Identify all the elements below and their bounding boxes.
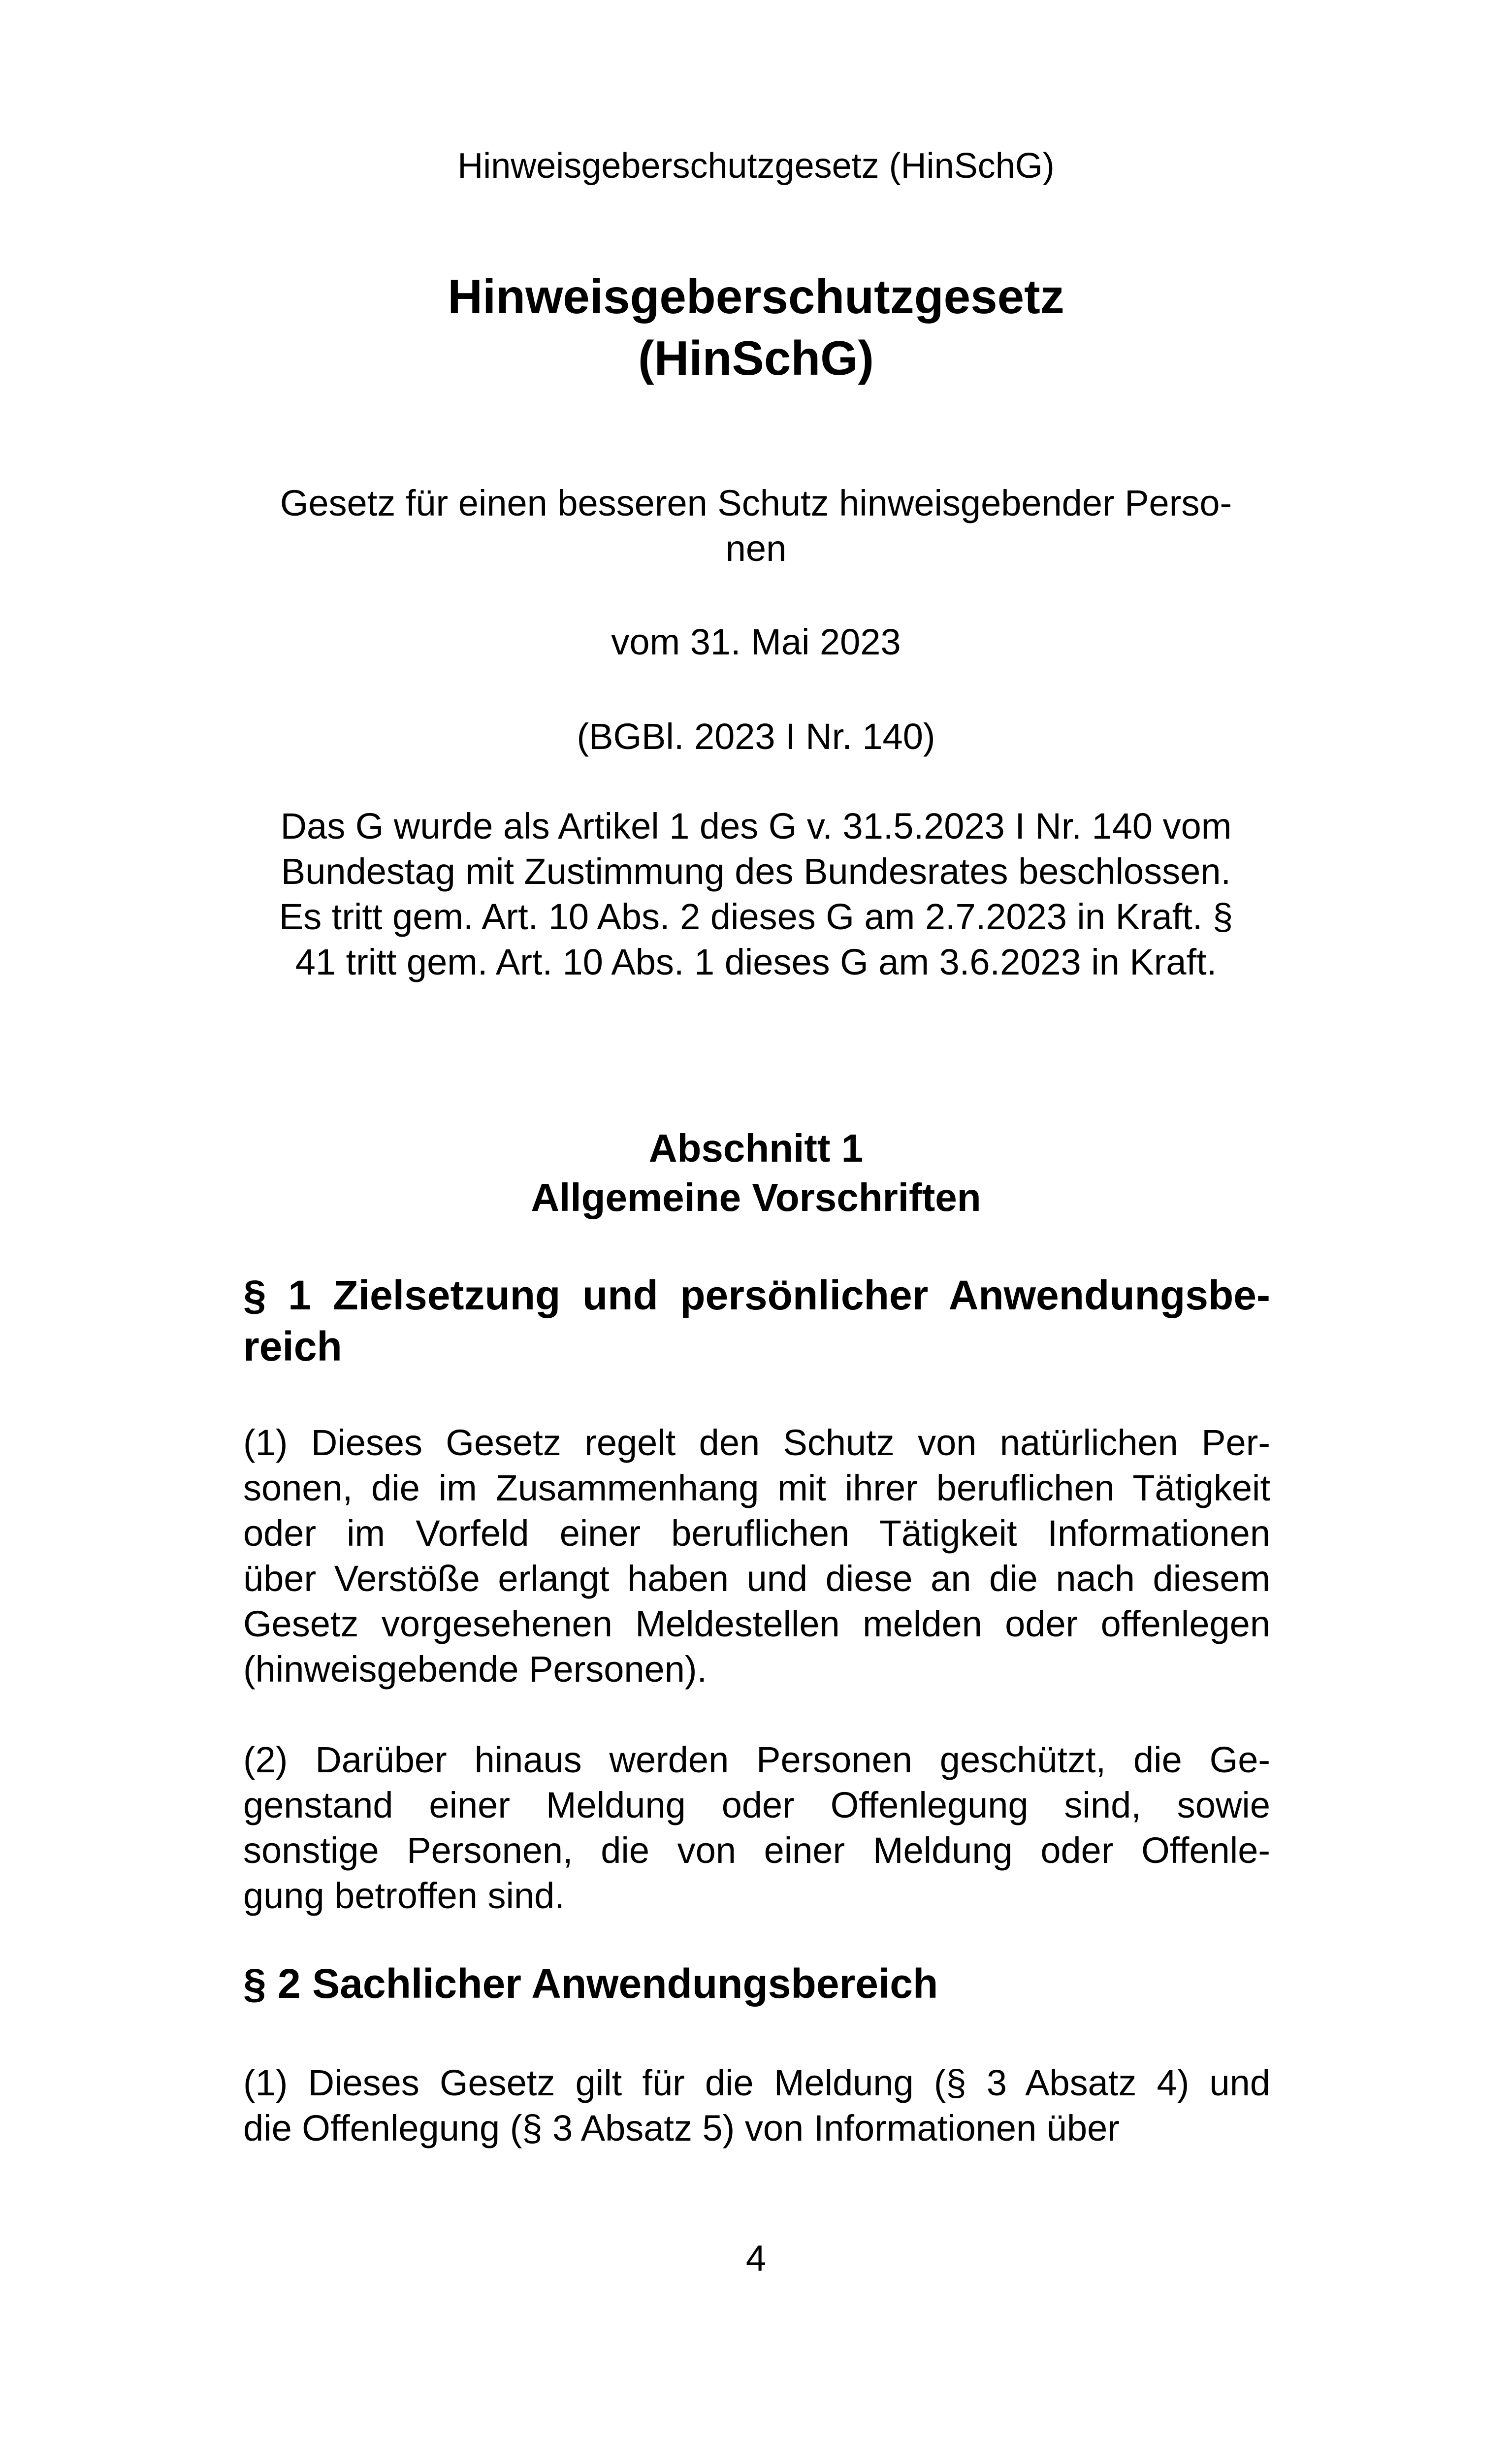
paragraph-heading-line: reich [243, 1323, 342, 1369]
enactment-note-line: Bundestag mit Zustimmung des Bundesrates beschlossen. [281, 851, 1231, 892]
law-long-title [246, 481, 1266, 571]
text-line: oder im Vorfeld einer beruflichen Tätigkeit Informationen [243, 1513, 1270, 1554]
paragraph-1-heading [243, 1270, 1270, 1372]
paragraph-1-absatz-1 [243, 1420, 1270, 1692]
section-number: Abschnitt 1 [648, 1126, 864, 1170]
law-long-title-line: Gesetz für einen besseren Schutz hinweisgebender Perso- [280, 483, 1232, 523]
text-line: (hinweisgebende Personen). [243, 1649, 708, 1690]
enactment-note-line: 41 tritt gem. Art. 10 Abs. 1 dieses G am 3.6.2023 in Kraft. [295, 942, 1217, 982]
text-line: sonstige Personen, die von einer Meldung oder Offenle- [243, 1830, 1270, 1871]
enactment-note-line: Das G wurde als Artikel 1 des G v. 31.5.2023 I Nr. 140 vom [280, 806, 1232, 847]
document-title-line: (HinSchG) [638, 331, 874, 385]
paragraph-2-absatz-1 [243, 2060, 1270, 2151]
law-long-title-line: nen [725, 528, 787, 569]
enactment-note-line: Es tritt gem. Art. 10 Abs. 2 dieses G am 2.7.2023 in Kraft. § [279, 896, 1233, 937]
text-line: Gesetz vorgesehenen Meldestellen melden oder offenlegen [243, 1603, 1270, 1644]
paragraph-heading-line: § 2 Sachlicher Anwendungsbereich [243, 1960, 938, 2007]
document-title-line: Hinweisgeberschutzgesetz [448, 269, 1064, 324]
paragraph-heading-line: § 1 Zielsetzung und persönlicher Anwendungsbe- [243, 1272, 1270, 1318]
text-line: sonen, die im Zusammenhang mit ihrer beruflichen Tätigkeit [243, 1467, 1270, 1508]
law-date-text: vom 31. Mai 2023 [611, 621, 901, 662]
section-title: Allgemeine Vorschriften [531, 1175, 981, 1219]
text-line: die Offenlegung (§ 3 Absatz 5) von Informationen über [243, 2108, 1120, 2149]
paragraph-2-heading [243, 1958, 1270, 2009]
page-number: 4 [745, 2238, 767, 2279]
law-date [246, 619, 1266, 665]
text-line: über Verstöße erlangt haben und diese an die nach diesem [243, 1558, 1270, 1599]
gazette-reference [246, 714, 1266, 759]
document-title [197, 266, 1315, 389]
running-header: Hinweisgeberschutzgesetz (HinSchG) [457, 146, 1055, 186]
text-line: (2) Darüber hinaus werden Personen geschützt, die Ge- [243, 1739, 1270, 1780]
enactment-note [231, 804, 1281, 985]
section-heading [197, 1124, 1315, 1222]
text-line: genstand einer Meldung oder Offenlegung sind, sowie [243, 1785, 1270, 1825]
paragraph-1-absatz-2 [243, 1737, 1270, 1919]
text-line: (1) Dieses Gesetz gilt für die Meldung (§ 3 Absatz 4) und [243, 2062, 1270, 2103]
text-line: (1) Dieses Gesetz regelt den Schutz von natürlichen Per- [243, 1422, 1270, 1463]
gazette-reference-text: (BGBl. 2023 I Nr. 140) [577, 716, 935, 757]
text-line: gung betroffen sind. [243, 1875, 565, 1916]
